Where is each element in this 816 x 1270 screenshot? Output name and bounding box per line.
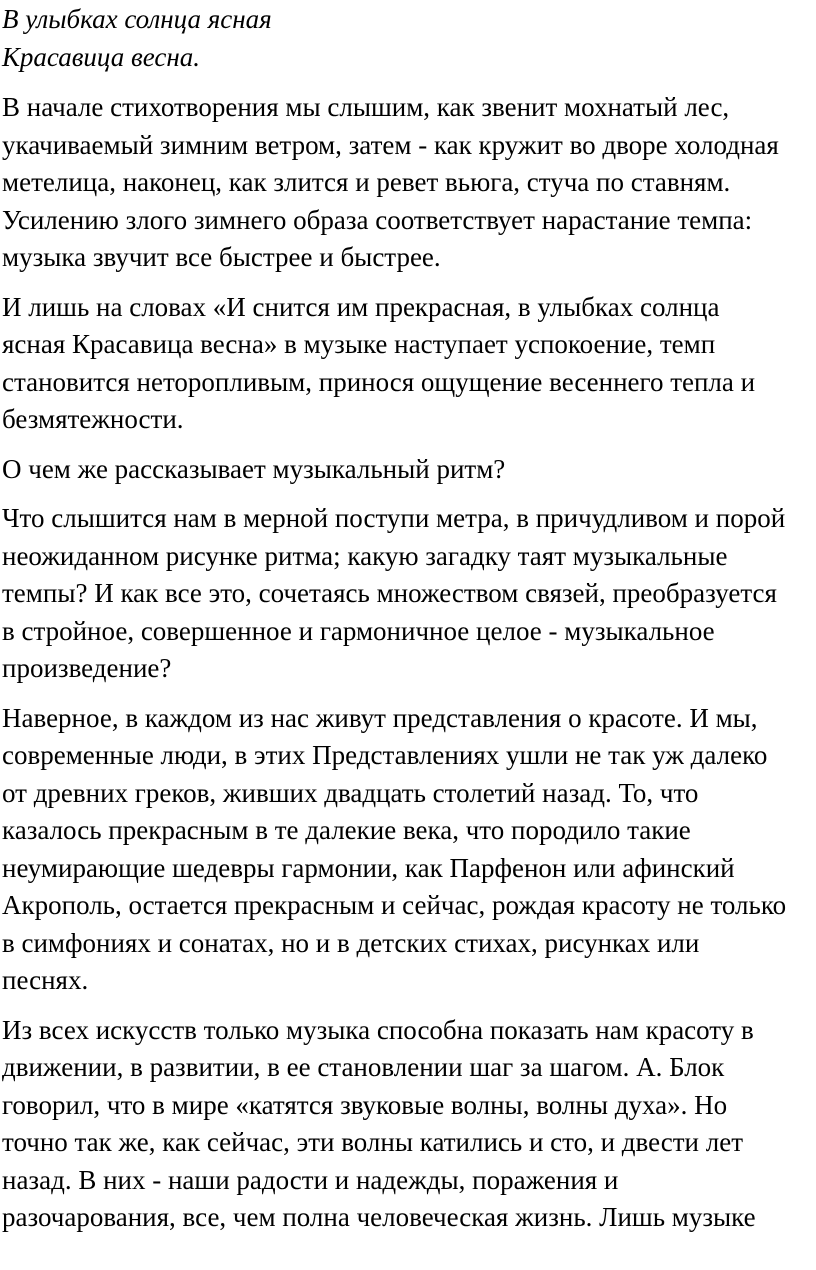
text-line: назад. В них - наши радости и надежды, поражения и [2, 1164, 619, 1195]
text-line: Наверное, в каждом из нас живут представления о красоте. И мы, [2, 702, 758, 733]
text-line: говорил, что в мире «катятся звуковые волны, волны духа». Но [2, 1089, 728, 1120]
paragraph-4 [2, 500, 816, 688]
text-line: безмятежности. [2, 404, 184, 434]
text-line: В начале стихотворения мы слышим, как звенит мохнатый лес, [2, 92, 730, 122]
paragraph-6 [2, 1012, 816, 1237]
text-line: от древних греков, живших двадцать столетий назад. То, что [2, 777, 699, 808]
paragraph-2 [2, 289, 816, 439]
document-page [0, 1, 816, 1270]
text-line: движении, в развитии, в ее становлении шаг за шагом. А. Блок [2, 1052, 725, 1082]
text-line: Усилению злого зимнего образа соответствует нарастание темпа: [2, 204, 753, 235]
text-line: темпы? И как все это, сочетаясь множеством связей, преобразуется [2, 578, 777, 608]
text-line: точно так же, как сейчас, эти волны катились и сто, и двести лет [2, 1127, 744, 1157]
text-line: метелица, наконец, как злится и ревет вьюга, стуча по ставням. [2, 167, 731, 197]
poem-quote [2, 1, 816, 76]
text-line: становится неторопливым, принося ощущение весеннего тепла и [2, 366, 756, 397]
text-line: современные люди, в этих Представлениях ушли не так уж далеко [2, 740, 768, 770]
text-line: Акрополь, остается прекрасным и сейчас, рождая красоту не только [2, 890, 787, 920]
text-line: разочарования, все, чем полна человеческая жизнь. Лишь музыке [2, 1202, 756, 1232]
text-line: песнях. [2, 965, 89, 995]
paragraph-1 [2, 89, 816, 277]
text-line: О чем же рассказывает музыкальный ритм? [2, 453, 506, 484]
text-line: укачиваемый зимним ветром, затем - как кружит во дворе холодная [2, 129, 779, 160]
text-line: И лишь на словах «И снится им прекрасная, в улыбках солнца [2, 291, 720, 322]
poem-line: Красавица весна. [2, 41, 200, 72]
text-line: Из всех искусств только музыка способна показать нам красоту в [2, 1014, 754, 1045]
text-line: произведение? [2, 653, 172, 683]
text-line: в симфониях и сонатах, но и в детских стихах, рисунках или [2, 927, 700, 958]
text-line: неожиданном рисунке ритма; какую загадку таят музыкальные [2, 540, 728, 571]
text-line: неумирающие шедевры гармонии, как Парфенон или афинский [2, 852, 735, 883]
text-line: ясная Красавица весна» в музыке наступает успокоение, темп [2, 329, 716, 359]
text-line: в стройное, совершенное и гармоничное целое - музыкальное [2, 615, 715, 646]
poem-line: В улыбках солнца ясная [2, 4, 272, 34]
text-line: музыка звучит все быстрее и быстрее. [2, 242, 441, 272]
paragraph-3 [2, 451, 816, 489]
text-line: Что слышится нам в мерной поступи метра, в причудливом и порой [2, 503, 786, 533]
paragraph-5 [2, 700, 816, 1000]
text-line: казалось прекрасным в те далекие века, что породило такие [2, 815, 691, 845]
